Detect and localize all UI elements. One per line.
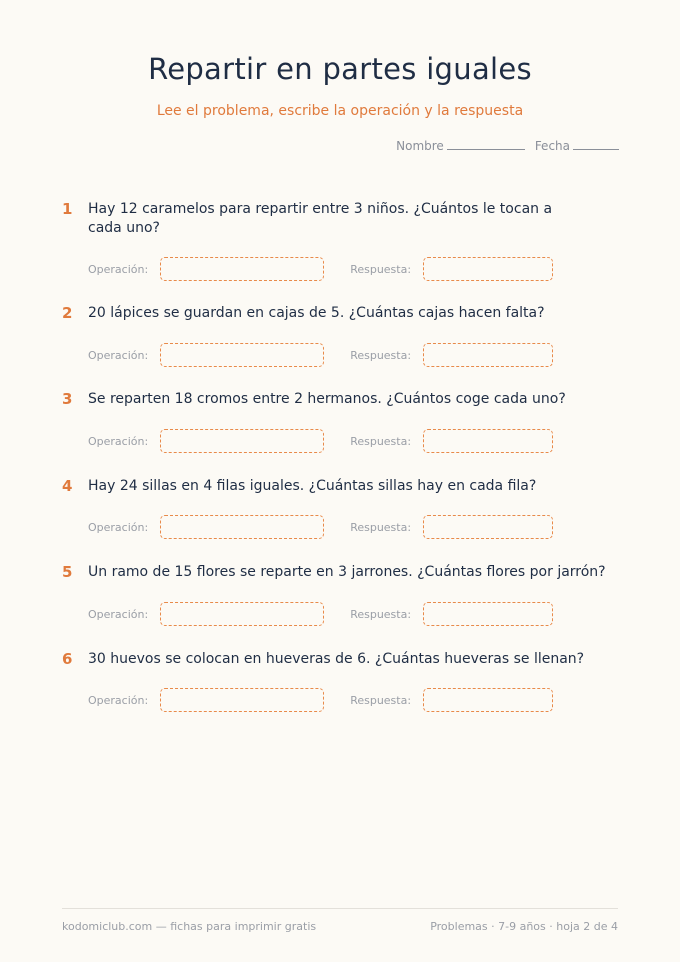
problem-4 xyxy=(62,477,622,534)
answer-label: Respuesta: xyxy=(350,348,412,362)
answer-label: Respuesta: xyxy=(350,434,412,448)
problem-1 xyxy=(62,200,622,276)
operation-box[interactable] xyxy=(160,602,324,626)
answer-box[interactable] xyxy=(423,429,553,453)
answer-box[interactable] xyxy=(423,515,553,539)
problem-text: 20 lápices se guardan en cajas de 5. ¿Cuántas cajas hacen falta? xyxy=(88,305,545,321)
date-label: Fecha xyxy=(534,139,570,153)
problem-text: 30 huevos se colocan en hueveras de 6. ¿Cuántas hueveras se llenan? xyxy=(88,651,585,667)
problem-number: 4 xyxy=(62,477,73,495)
problem-number: 5 xyxy=(62,563,73,581)
problem-number: 2 xyxy=(62,304,73,322)
operation-box[interactable] xyxy=(160,515,324,539)
problem-6 xyxy=(62,650,622,707)
answer-box[interactable] xyxy=(423,257,553,281)
operation-label: Operación: xyxy=(88,262,149,276)
date-field[interactable] xyxy=(535,139,619,153)
footer-sheet-info: Problemas · 7-9 años · hoja 2 de 4 xyxy=(430,920,618,933)
operation-box[interactable] xyxy=(160,257,324,281)
operation-label: Operación: xyxy=(88,348,149,362)
operation-box[interactable] xyxy=(160,343,324,367)
problem-number: 6 xyxy=(62,650,73,668)
page-subtitle: Lee el problema, escribe la operación y la respuesta xyxy=(156,103,524,119)
answer-label: Respuesta: xyxy=(350,520,412,534)
answer-label: Respuesta: xyxy=(350,607,412,621)
operation-label: Operación: xyxy=(88,693,149,707)
problem-text: Un ramo de 15 flores se reparte en 3 jarrones. ¿Cuántas flores por jarrón? xyxy=(88,564,606,580)
name-field[interactable] xyxy=(396,139,525,153)
operation-label: Operación: xyxy=(88,607,149,621)
answer-box[interactable] xyxy=(423,343,553,367)
operation-box[interactable] xyxy=(160,688,324,712)
problem-number: 1 xyxy=(62,200,73,218)
problem-text: Hay 12 caramelos para repartir entre 3 niños. ¿Cuántos le tocan a cada uno? xyxy=(88,201,553,236)
problem-5 xyxy=(62,563,622,621)
page-title: Repartir en partes iguales xyxy=(148,52,532,86)
answer-label: Respuesta: xyxy=(350,693,412,707)
problem-number: 3 xyxy=(62,390,73,408)
problem-text: Hay 24 sillas en 4 filas iguales. ¿Cuántas sillas hay en cada fila? xyxy=(88,478,537,494)
name-label: Nombre xyxy=(396,139,444,153)
name-line[interactable] xyxy=(447,149,525,150)
student-info xyxy=(396,139,619,153)
problem-text: Se reparten 18 cromos entre 2 hermanos. ¿Cuántos coge cada uno? xyxy=(88,391,566,407)
answer-box[interactable] xyxy=(423,602,553,626)
operation-label: Operación: xyxy=(88,520,149,534)
operation-label: Operación: xyxy=(88,434,149,448)
date-line[interactable] xyxy=(573,149,619,150)
footer-divider xyxy=(62,908,618,909)
answer-label: Respuesta: xyxy=(350,262,412,276)
operation-box[interactable] xyxy=(160,429,324,453)
footer-site: kodomiclub.com — fichas para imprimir gratis xyxy=(62,920,317,933)
answer-box[interactable] xyxy=(423,688,553,712)
problem-2 xyxy=(62,304,622,362)
problem-3 xyxy=(62,390,622,448)
